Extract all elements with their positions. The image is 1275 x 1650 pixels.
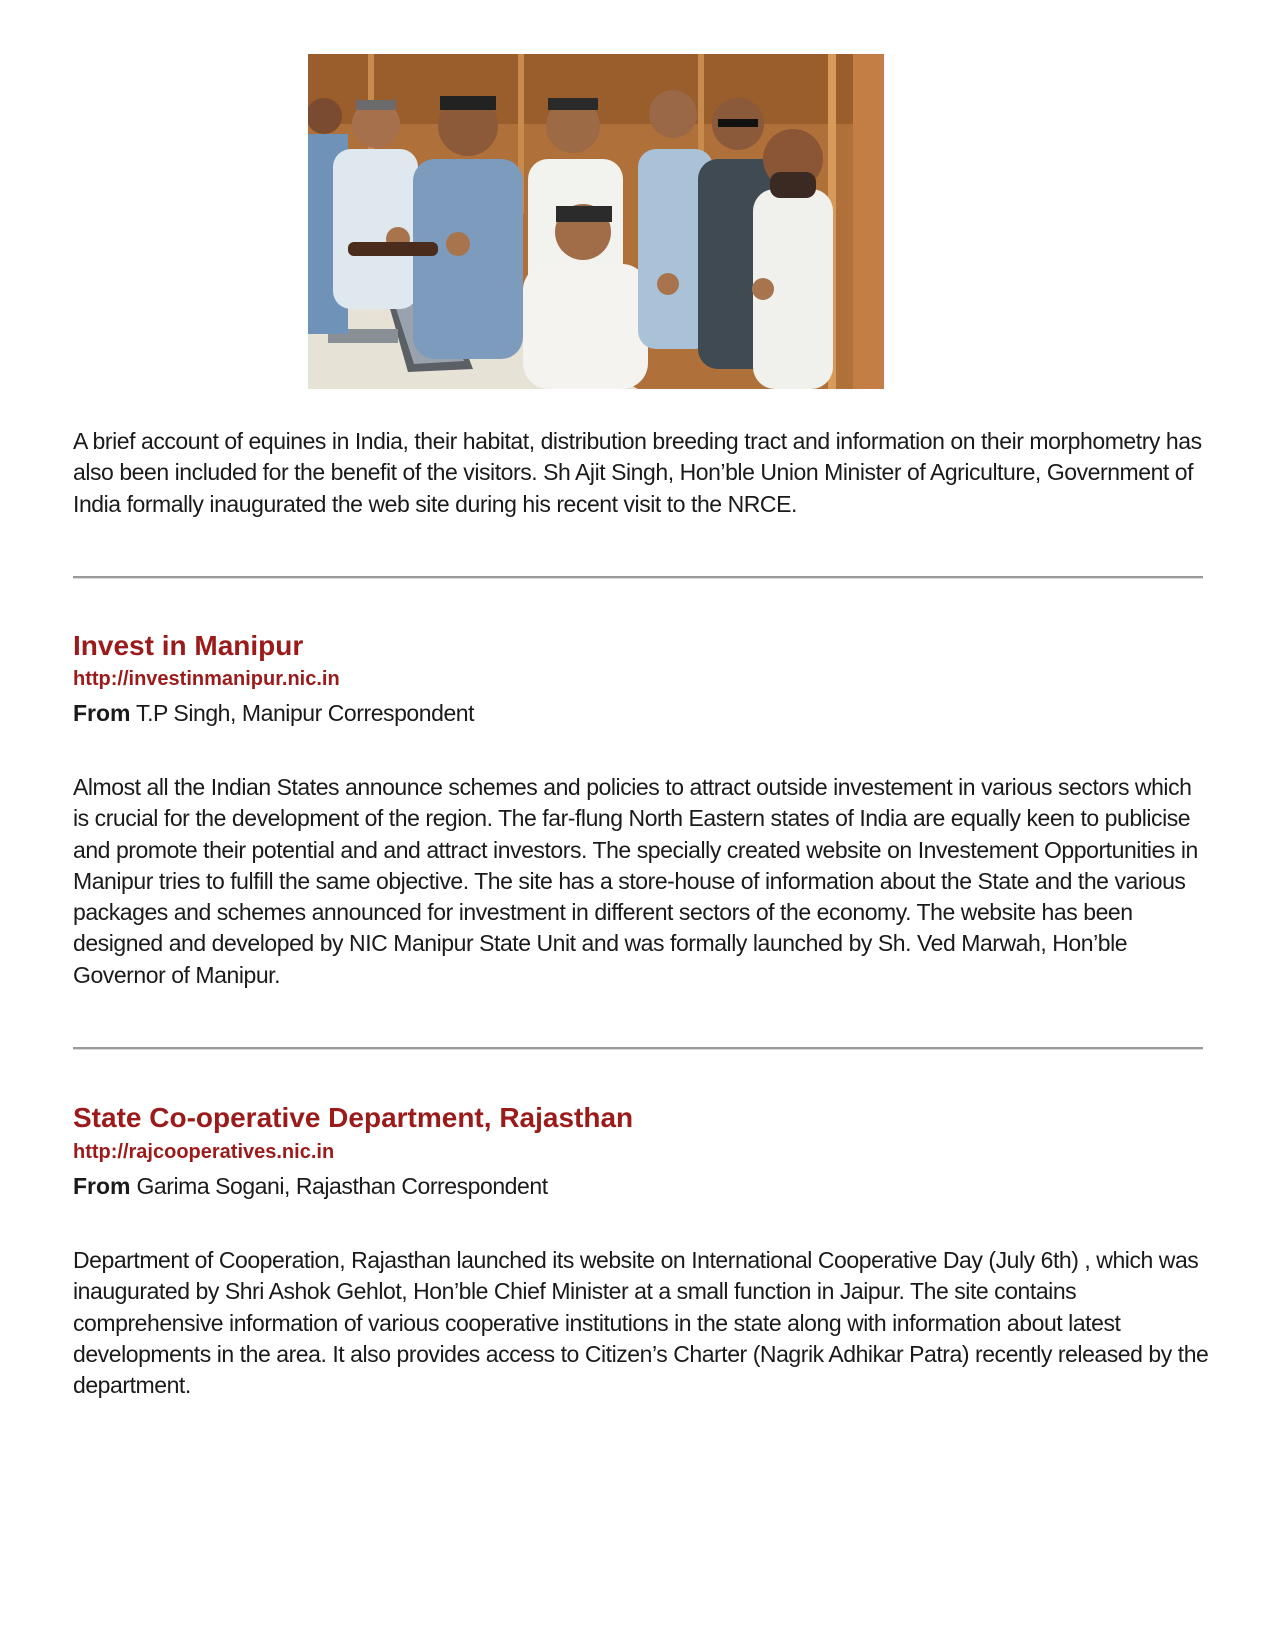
section-divider — [73, 1047, 1203, 1050]
article-title: Invest in Manipur — [73, 630, 304, 661]
author-name: Garima Sogani, Rajasthan Correspondent — [136, 1173, 548, 1199]
article-url-link[interactable]: http://rajcooperatives.nic.in — [73, 1141, 335, 1163]
from-label: From — [73, 700, 131, 726]
article-byline — [73, 700, 474, 727]
author-name: T.P Singh, Manipur Correspondent — [136, 700, 475, 726]
article-body: Almost all the Indian States announce schemes and policies to attract outside investement in various sectors which is crucial for the development of the region. The far-flung North Eastern states of India are equally keen to publicise and promote their potential and and attract investors. The specially created website on Investement Opportunities in Manipur tries to fulfill the same objective. The site has a store-house of information about the State and the various packages and schemes announced for investment in different sectors of the economy. The website has been designed and developed by NIC Manipur State Unit and was formally launched by Sh. Ved Marwah, Hon’ble Governor of Manipur. — [73, 774, 1198, 988]
inauguration-photo — [308, 54, 884, 389]
article-title: State Co-operative Department, Rajasthan — [73, 1102, 634, 1133]
intro-paragraph: A brief account of equines in India, their habitat, distribution breeding tract and information on their morphometry has also been included for the benefit of the visitors. Sh Ajit Singh, Hon’ble Union Minister of Agriculture, Government of India formally inaugurated the web site during his recent visit to the NRCE. — [73, 428, 1202, 517]
from-label: From — [73, 1173, 131, 1199]
article-url-link[interactable]: http://investinmanipur.nic.in — [73, 668, 340, 690]
section-divider — [73, 576, 1203, 579]
article-body: Department of Cooperation, Rajasthan launched its website on International Cooperative Day (July 6th) , which was inaugurated by Shri Ashok Gehlot, Hon’ble Chief Minister at a small function in Jaipur. The site contains comprehensive information of various cooperative institutions in the state along with information about latest developments in the area. It also provides access to Citizen’s Charter (Nagrik Adhikar Patra) recently released by the department. — [73, 1247, 1209, 1399]
article-byline — [73, 1173, 548, 1200]
